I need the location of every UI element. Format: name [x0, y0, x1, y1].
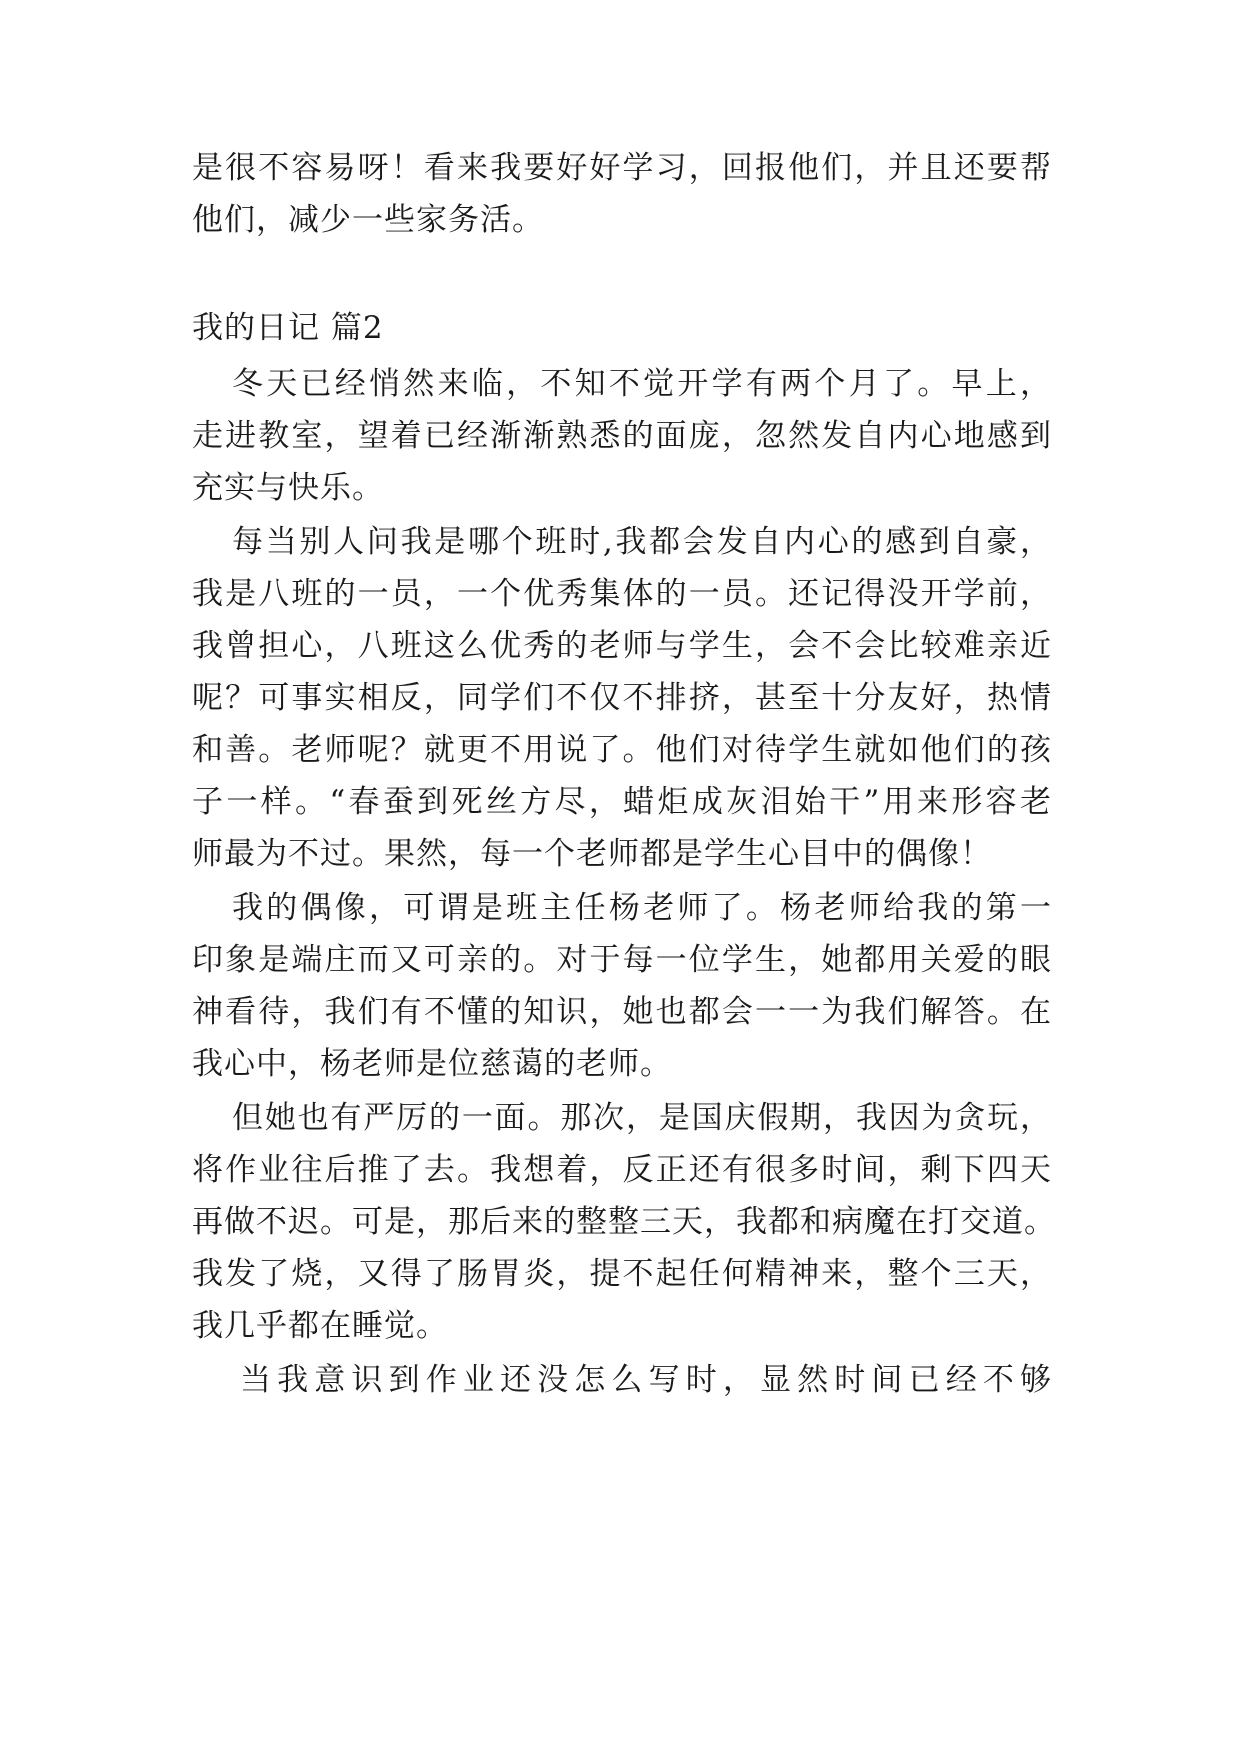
paragraph-3-line-4: 我心中，杨老师是位慈蔼的老师。 [192, 1046, 672, 1082]
paragraph-1-line-1: 冬天已经悄然来临，不知不觉开学有两个月了。早上， [232, 366, 1052, 402]
paragraph-3-line-2: 印象是端庄而又可亲的。对于每一位学生，她都用关爱的眼 [192, 942, 1052, 978]
paragraph-3-line-3: 神看待，我们有不懂的知识，她也都会一一为我们解答。在 [192, 994, 1052, 1030]
paragraph-2-line-2: 我是八班的一员，一个优秀集体的一员。还记得没开学前， [192, 576, 1052, 612]
paragraph-5-line-1: 当我意识到作业还没怎么写时，显然时间已经不够 [240, 1362, 1052, 1398]
paragraph-4-line-4: 我发了烧，又得了肠胃炎，提不起任何精神来，整个三天， [192, 1256, 1052, 1292]
paragraph-2-line-7: 师最为不过。果然，每一个老师都是学生心目中的偶像！ [192, 836, 992, 872]
paragraph-4-line-3: 再做不迟。可是，那后来的整整三天，我都和病魔在打交道。 [192, 1204, 1056, 1240]
paragraph-2-line-5: 和善。老师呢？就更不用说了。他们对待学生就如他们的孩 [192, 732, 1052, 768]
paragraph-4-line-2: 将作业往后推了去。我想着，反正还有很多时间，剩下四天 [192, 1152, 1052, 1188]
paragraph-1-line-3: 充实与快乐。 [192, 470, 384, 506]
paragraph-1-line-2: 走进教室，望着已经渐渐熟悉的面庞，忽然发自内心地感到 [192, 418, 1052, 454]
paragraph-2-line-6: 子一样。“春蚕到死丝方尽，蜡炬成灰泪始干”用来形容老 [192, 784, 1052, 820]
intro-line-2: 他们，减少一些家务活。 [192, 202, 544, 238]
intro-line-1: 是很不容易呀！看来我要好好学习，回报他们，并且还要帮 [192, 150, 1052, 186]
paragraph-2-line-3: 我曾担心，八班这么优秀的老师与学生，会不会比较难亲近 [192, 628, 1052, 664]
paragraph-4-line-1: 但她也有严厉的一面。那次，是国庆假期，我因为贪玩， [232, 1100, 1052, 1136]
paragraph-2-line-1: 每当别人问我是哪个班时,我都会发自内心的感到自豪， [232, 524, 1052, 560]
paragraph-3-line-1: 我的偶像，可谓是班主任杨老师了。杨老师给我的第一 [232, 890, 1052, 926]
section-heading: 我的日记 篇2 [192, 310, 384, 346]
paragraph-2-line-4: 呢？可事实相反，同学们不仅不排挤，甚至十分友好，热情 [192, 680, 1052, 716]
paragraph-4-line-5: 我几乎都在睡觉。 [192, 1308, 448, 1344]
